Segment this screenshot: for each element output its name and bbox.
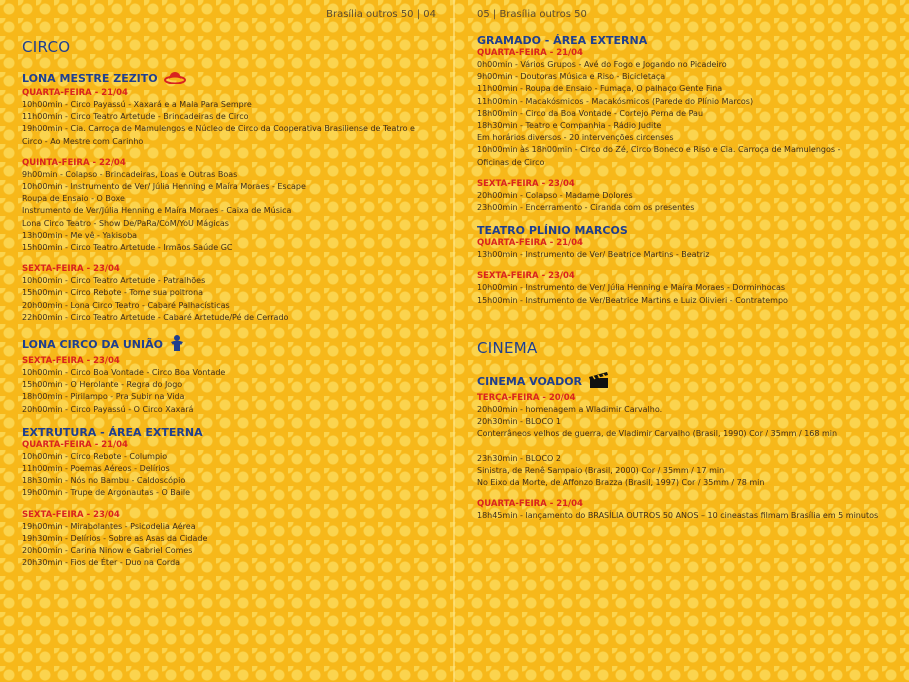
- day-block: [22, 356, 442, 416]
- schedule-item: 20h30min - Fios de Éter - Duo na Corda: [22, 558, 181, 568]
- schedule-item: 20h30min - BLOCO 1: [477, 417, 561, 427]
- schedule-item: Oficinas de Circo: [477, 157, 545, 167]
- schedule-item: 10h00min às 18h00min - Circo do Zé, Circo Boneco e Riso e Cia. Carroça de Mamulengos -: [477, 145, 841, 155]
- venue-title: [22, 70, 442, 87]
- schedule-item: 20h00min - Colapso - Madame Dolores: [477, 190, 633, 200]
- schedule-item: 11h00min - Poemas Aéreos - Delírios: [22, 464, 170, 474]
- schedule-item: [477, 440, 897, 452]
- schedule-item: 10h00min - Circo Teatro Artetude - Patralhões: [22, 276, 206, 286]
- schedule-item: 22h00min - Circo Teatro Artetude - Cabaré Artetude/Pé de Cerrado: [22, 312, 289, 322]
- venue-block: [22, 426, 442, 570]
- day-heading: SEXTA-FEIRA - 23/04: [22, 264, 120, 275]
- schedule-item: 10h00min - Circo Rebote - Columpio: [22, 451, 168, 461]
- schedule-item: 18h00min - Circo da Boa Vontade - Cortejo Perna de Pau: [477, 108, 704, 118]
- section-title-cinema: CINEMA: [477, 338, 538, 357]
- page-folio-right: 05 | Brasília outros 50: [477, 9, 587, 20]
- right-content: [477, 34, 897, 532]
- clapperboard-icon: [588, 371, 610, 392]
- day-block: [22, 264, 442, 324]
- venue-name: CINEMA VOADOR: [477, 374, 583, 388]
- schedule-item: 18h30min - Nós no Bambu - Caldoscópio: [22, 476, 186, 486]
- schedule-item: 19h00min - Trupe de Argonautas - O Baile: [22, 488, 191, 498]
- schedule-item: Roupa de Ensaio - O Boxe: [22, 194, 125, 204]
- schedule-item: 20h00min - Carina Ninow e Gabriel Comes: [22, 546, 193, 556]
- schedule-item: Lona Circo Teatro - Show De/PaRa/CoM/YoU Mágicas: [22, 218, 229, 228]
- day-heading: QUARTA-FEIRA - 21/04: [22, 88, 128, 98]
- day-block: [22, 510, 442, 570]
- schedule-item: 18h30min - Teatro e Companhia - Rádio Judite: [477, 121, 662, 131]
- schedule-item: 23h00min - Encerramento - Ciranda com os presentes: [477, 203, 695, 213]
- day-heading: TERÇA-FEIRA - 20/04: [477, 392, 576, 403]
- venue-title: [22, 334, 442, 355]
- schedule-item: 20h00min - homenagem a Wladimir Carvalho.: [477, 404, 663, 414]
- red-hat-icon: [164, 70, 186, 87]
- day-heading: QUARTA-FEIRA - 21/04: [477, 48, 583, 58]
- left-page: [0, 0, 454, 682]
- schedule-item: 18h00min - Pirilampo - Pra Subir na Vida: [22, 392, 185, 402]
- day-heading: QUINTA-FEIRA - 22/04: [22, 157, 126, 168]
- day-block: [477, 238, 897, 261]
- day-heading: QUARTA-FEIRA - 21/04: [477, 238, 583, 249]
- day-heading: SEXTA-FEIRA - 23/04: [477, 271, 575, 282]
- day-block: [477, 179, 897, 214]
- day-block: [477, 393, 897, 489]
- venue-title: [477, 224, 897, 237]
- venue-title: [477, 34, 897, 47]
- schedule-item: Instrumento de Ver/Júlia Henning e Maíra Moraes - Caixa de Música: [22, 206, 292, 216]
- schedule-item: 20h00min - Lona Circo Teatro - Cabaré Palhacísticas: [22, 300, 230, 310]
- schedule-item: Conterrâneos velhos de guerra, de Vladimir Carvalho (Brasil, 1990) Cor / 35mm / 168 min: [477, 429, 838, 439]
- schedule-item: 15h00min - Circo Teatro Artetude - Irmãos Saúde GC: [22, 243, 233, 253]
- venue-title: [22, 426, 442, 439]
- venue-name: GRAMADO - ÁREA EXTERNA: [477, 34, 648, 47]
- schedule-item: 11h00min - Circo Teatro Artetude - Brincadeiras de Circo: [22, 112, 249, 122]
- person-icon: [169, 334, 185, 355]
- schedule-item: 20h00min - Circo Payassú - O Circo Xaxará: [22, 404, 194, 414]
- schedule-item: 9h00min - Doutoras Música e Riso - Bicicletaça: [477, 72, 666, 82]
- schedule-item: Sinistra, de Renê Sampaio (Brasil, 2000) Cor / 35mm / 17 min: [477, 465, 725, 475]
- spacer: [477, 317, 897, 335]
- schedule-item: 10h00min - Circo Boa Vontade - Circo Boa Vontade: [22, 368, 226, 378]
- left-content: [22, 34, 442, 579]
- schedule-item: 11h00min - Roupa de Ensaio - Fumaça, O palhaço Gente Fina: [477, 84, 723, 94]
- schedule-item: Circo - Ao Mestre com Carinho: [22, 136, 144, 146]
- schedule-item: 23h30min - BLOCO 2: [477, 453, 561, 463]
- day-block: [477, 499, 897, 522]
- schedule-item: Em horários diversos - 20 intervenções circenses: [477, 133, 674, 143]
- schedule-item: 11h00min - Macakósmicos - Macakósmicos (Parede do Plínio Marcos): [477, 96, 754, 106]
- schedule-item: 13h00min - Instrumento de Ver/ Beatrice Martins - Beatriz: [477, 250, 710, 260]
- schedule-item: 15h00min - O Herolante - Regra do Jogo: [22, 380, 183, 390]
- right-page: [455, 0, 909, 682]
- schedule-item: 18h45min - lançamento do BRASÍLIA OUTROS 50 ANOS – 10 cineastas filmam Brasília em 5 minutos: [477, 511, 879, 521]
- schedule-item: 9h00min - Colapso - Brincadeiras, Loas e Outras Boas: [22, 169, 238, 179]
- venue-block: [477, 34, 897, 214]
- day-heading: SEXTA-FEIRA - 23/04: [22, 356, 120, 367]
- schedule-item: 15h00min - Circo Rebote - Tome sua poltrona: [22, 288, 204, 298]
- venue-block: [477, 224, 897, 307]
- schedule-item: No Eixo da Morte, de Affonzo Brazza (Brasil, 1997) Cor / 35mm / 78 min: [477, 478, 765, 488]
- venue-block: [22, 70, 442, 324]
- day-block: [22, 88, 442, 148]
- venue-block: [477, 371, 897, 523]
- venue-name: EXTRUTURA - ÁREA EXTERNA: [22, 425, 203, 439]
- venue-name: LONA MESTRE ZEZITO: [22, 72, 158, 85]
- venue-name: LONA CIRCO DA UNIÃO: [22, 338, 163, 352]
- schedule-item: 10h00min - Circo Payassú - Xaxará e a Mala Para Sempre: [22, 100, 252, 109]
- schedule-item: 0h00min - Vários Grupos - Avé do Fogo e Jogando no Picadeiro: [477, 60, 727, 69]
- venue-name: TEATRO PLÍNIO MARCOS: [477, 224, 628, 238]
- schedule-item: 10h00min - Instrumento de Ver/ Júlia Henning e Maíra Moraes - Dorminhocas: [477, 283, 786, 293]
- venue-block: [22, 334, 442, 416]
- day-block: [22, 440, 442, 500]
- day-block: [22, 158, 442, 254]
- section-title-circo: CIRCO: [22, 38, 71, 56]
- day-heading: QUARTA-FEIRA - 21/04: [477, 499, 583, 510]
- venue-title: [477, 371, 897, 392]
- page-folio-left: Brasília outros 50 | 04: [326, 9, 436, 20]
- day-block: [477, 48, 897, 169]
- day-heading: QUARTA-FEIRA - 21/04: [22, 439, 128, 450]
- schedule-item: 13h00min - Me vê - Yakisoba: [22, 230, 138, 240]
- schedule-item: 19h00min - Cia. Carroça de Mamulengos e Núcleo de Circo da Cooperativa Brasiliense de Teatro e: [22, 124, 415, 134]
- schedule-item: 19h30min - Delírios - Sobre as Asas da Cidade: [22, 533, 208, 543]
- schedule-item: 19h00min - Mirabolantes - Psicodelia Aérea: [22, 521, 196, 531]
- day-heading: SEXTA-FEIRA - 23/04: [477, 178, 575, 189]
- day-heading: SEXTA-FEIRA - 23/04: [22, 509, 120, 520]
- schedule-item: 15h00min - Instrumento de Ver/Beatrice Martins e Luiz Olivieri - Contratempo: [477, 295, 788, 305]
- schedule-item: 10h00min - Instrumento de Ver/ Júlia Henning e Maíra Moraes - Escape: [22, 182, 306, 192]
- day-block: [477, 271, 897, 306]
